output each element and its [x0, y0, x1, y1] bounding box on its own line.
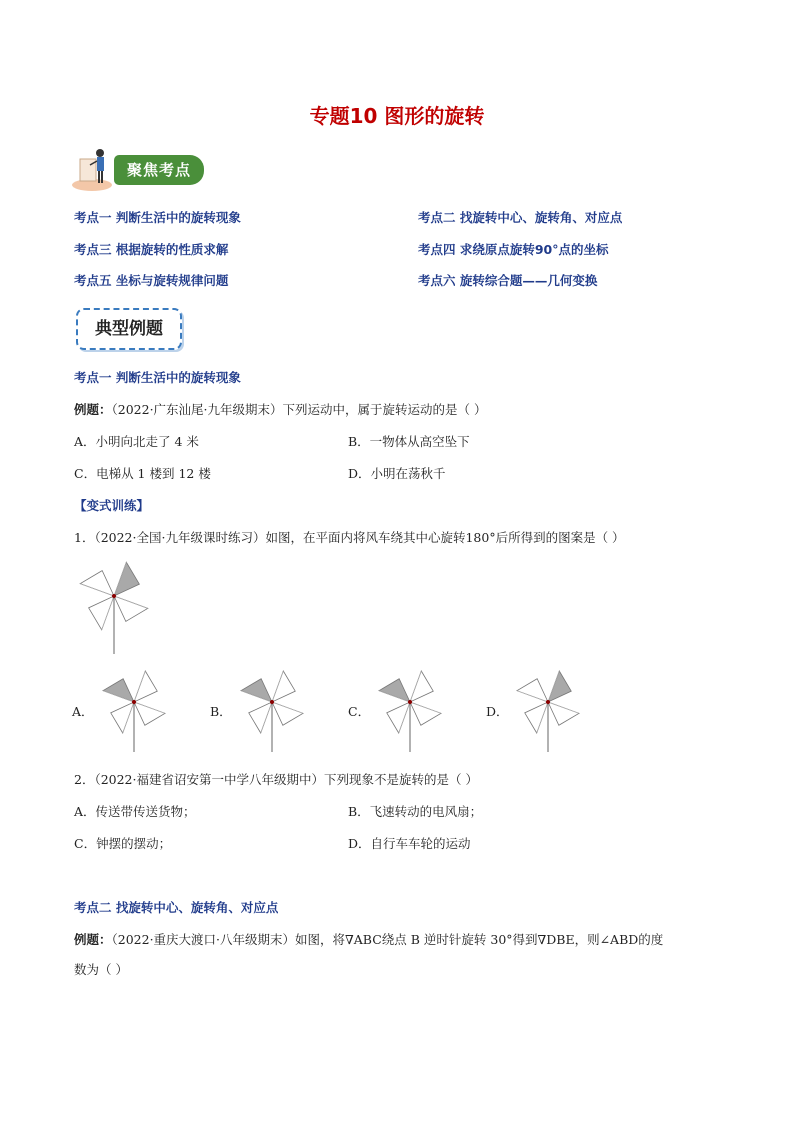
key-point-4: 考点四 求绕原点旋转90°点的坐标	[418, 242, 609, 257]
option-a: A．小明向北走了 4 米	[74, 434, 199, 449]
key-point-2: 考点二 找旋转中心、旋转角、对应点	[418, 210, 623, 225]
section1-example	[74, 400, 487, 418]
pinwheel-blade	[89, 596, 114, 630]
option-c: C．电梯从 1 楼到 12 楼	[74, 466, 211, 481]
option-d: D．小明在荡秋千	[348, 466, 446, 481]
pinwheel-blade	[410, 702, 441, 725]
q1-option-a-label: A．	[72, 704, 94, 719]
pinwheel-blade	[114, 562, 139, 596]
key-point-3: 考点三 根据旋转的性质求解	[74, 242, 229, 257]
pinwheel-original-figure	[72, 556, 162, 656]
pinwheel-blade	[111, 702, 134, 733]
pinwheel-blade	[387, 702, 410, 733]
pinwheel-blade	[548, 671, 571, 702]
section2-heading: 考点二 找旋转中心、旋转角、对应点	[74, 900, 279, 915]
key-point-6: 考点六 旋转综合题——几何变换	[418, 273, 598, 288]
page-title: 专题10 图形的旋转	[309, 104, 485, 128]
pinwheel-blade	[241, 679, 272, 702]
pinwheel-center	[408, 700, 412, 704]
examples-banner: 典型例题	[76, 308, 182, 350]
pinwheel-blade	[548, 702, 579, 725]
pinwheel-option-d	[508, 660, 590, 756]
q1-option-b-label: B．	[210, 704, 232, 719]
pinwheel-blade	[272, 702, 303, 725]
section1-heading: 考点一 判断生活中的旋转现象	[74, 370, 241, 385]
example-text: （2022·广东汕尾·九年级期末）下列运动中，属于旋转运动的是（ ）	[111, 402, 487, 417]
teacher-figure-icon	[70, 145, 120, 195]
q1-option-c-label: C．	[348, 704, 371, 719]
pinwheel-blade	[379, 679, 410, 702]
pinwheel-original	[80, 562, 148, 654]
q2-option-a: A．传送带传送货物；	[74, 804, 196, 819]
pinwheel-center	[546, 700, 550, 704]
pinwheel-option-b	[232, 660, 314, 756]
example-label: 例题：	[74, 402, 112, 417]
focus-banner-label: 聚焦考点	[114, 155, 204, 185]
q2-option-c: C．钟摆的摆动；	[74, 836, 172, 851]
pinwheel-blade	[134, 671, 157, 702]
q2-option-b: B．飞速转动的电风扇；	[348, 804, 483, 819]
pinwheel-blade	[525, 702, 548, 733]
pinwheel-center	[270, 700, 274, 704]
q2-option-d: D．自行车车轮的运动	[348, 836, 471, 851]
pinwheel-blade	[103, 679, 134, 702]
example-label: 例题：	[74, 932, 112, 947]
pinwheel-blade	[272, 671, 295, 702]
pinwheel-blade	[517, 679, 548, 702]
pinwheel-option-a	[94, 660, 176, 756]
focus-banner	[70, 145, 206, 195]
section2-example-line2: 数为（ ）	[74, 962, 128, 977]
pinwheel-center	[112, 594, 116, 598]
pinwheel-blade	[134, 702, 165, 725]
pinwheel-blade	[80, 571, 114, 596]
practice-heading: 【变式训练】	[74, 498, 150, 513]
pinwheel-blade	[114, 596, 148, 621]
question-1: 1．（2022·全国·九年级课时练习）如图，在平面内将风车绕其中心旋转180°后所得到的图案是（ ）	[74, 530, 625, 545]
pinwheel-blade	[410, 671, 433, 702]
example-text: （2022·重庆大渡口·八年级期末）如图，将∇ABC绕点 B 逆时针旋转 30°得到∇DBE，则∠ABD的度	[111, 932, 664, 947]
pinwheel-center	[132, 700, 136, 704]
q1-option-d-label: D．	[486, 704, 509, 719]
section2-example-line1	[74, 930, 663, 948]
key-point-5: 考点五 坐标与旋转规律问题	[74, 273, 229, 288]
question-2: 2．（2022·福建省诏安第一中学八年级期中）下列现象不是旋转的是（ ）	[74, 772, 478, 787]
pinwheel-blade	[249, 702, 272, 733]
option-b: B．一物体从高空坠下	[348, 434, 470, 449]
key-point-1: 考点一 判断生活中的旋转现象	[74, 210, 241, 225]
pinwheel-option-c	[370, 660, 452, 756]
